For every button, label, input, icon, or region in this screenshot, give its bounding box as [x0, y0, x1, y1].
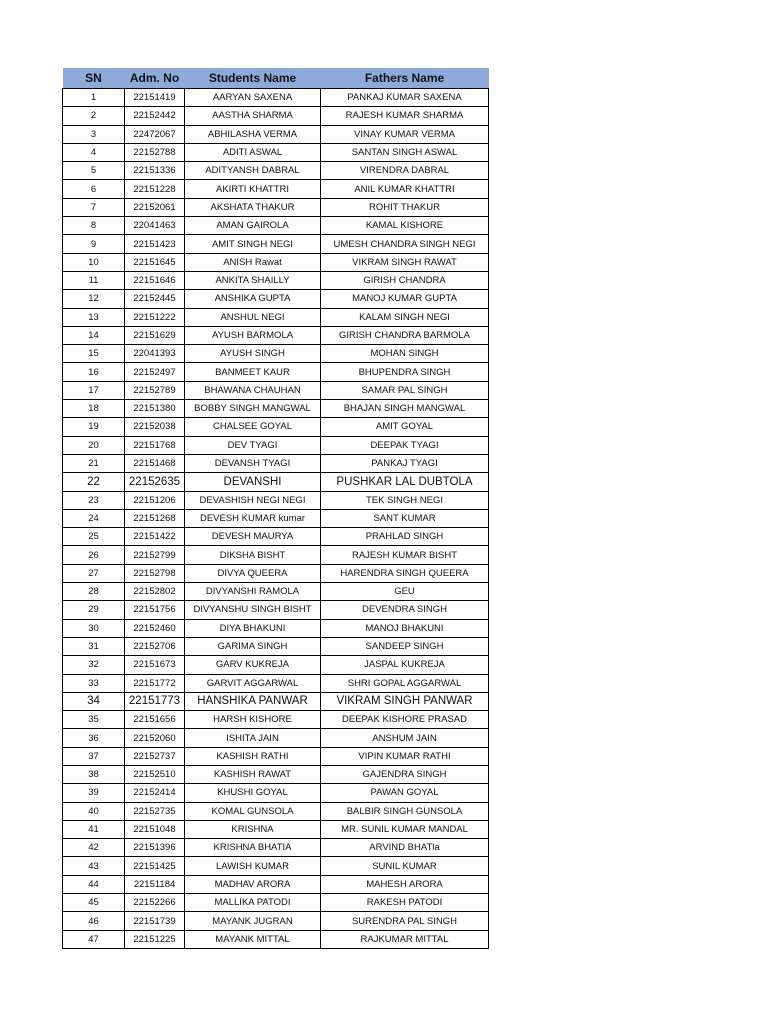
cell-father-name: SANTAN SINGH ASWAL	[321, 143, 489, 161]
cell-father-name: GIRISH CHANDRA BARMOLA	[321, 326, 489, 344]
table-row	[63, 107, 489, 125]
cell-father-name: KAMAL KISHORE	[321, 217, 489, 235]
cell-father-name: VINAY KUMAR VERMA	[321, 125, 489, 143]
cell-adm-no: 22152460	[125, 619, 185, 637]
cell-father-name: MANOJ KUMAR GUPTA	[321, 290, 489, 308]
cell-sn: 32	[63, 656, 125, 674]
cell-father-name: KALAM SINGH NEGI	[321, 308, 489, 326]
cell-sn: 9	[63, 235, 125, 253]
cell-student-name: KHUSHI GOYAL	[185, 784, 321, 802]
cell-adm-no: 22151656	[125, 711, 185, 729]
table-row	[63, 601, 489, 619]
table-row	[63, 912, 489, 930]
cell-adm-no: 22151206	[125, 491, 185, 509]
cell-father-name: ANSHUM JAIN	[321, 729, 489, 747]
cell-student-name: DIVYANSHI RAMOLA	[185, 583, 321, 601]
table-row	[63, 400, 489, 418]
cell-adm-no: 22152038	[125, 418, 185, 436]
table-row	[63, 857, 489, 875]
cell-sn: 46	[63, 912, 125, 930]
cell-father-name: TEK SINGH NEGI	[321, 491, 489, 509]
cell-sn: 33	[63, 674, 125, 692]
cell-student-name: MADHAV ARORA	[185, 875, 321, 893]
table-header-row	[63, 68, 489, 89]
cell-student-name: DIYA BHAKUNI	[185, 619, 321, 637]
cell-father-name: RAJESH KUMAR SHARMA	[321, 107, 489, 125]
cell-adm-no: 22152635	[125, 473, 185, 491]
cell-student-name: AASTHA SHARMA	[185, 107, 321, 125]
cell-student-name: BOBBY SINGH MANGWAL	[185, 400, 321, 418]
cell-adm-no: 22152802	[125, 583, 185, 601]
cell-sn: 31	[63, 637, 125, 655]
cell-sn: 41	[63, 820, 125, 838]
cell-adm-no: 22152798	[125, 564, 185, 582]
cell-father-name: BHUPENDRA SINGH	[321, 363, 489, 381]
cell-adm-no: 22151772	[125, 674, 185, 692]
header-adm-no: Adm. No	[125, 68, 185, 89]
table-row	[63, 326, 489, 344]
header-students-name: Students Name	[185, 68, 321, 89]
table-row	[63, 894, 489, 912]
cell-student-name: DEVESH MAURYA	[185, 528, 321, 546]
cell-student-name: ISHITA JAIN	[185, 729, 321, 747]
table-row	[63, 564, 489, 582]
table-row	[63, 875, 489, 893]
cell-sn: 12	[63, 290, 125, 308]
cell-student-name: DEVANSH TYAGI	[185, 454, 321, 472]
table-row	[63, 381, 489, 399]
cell-adm-no: 22152799	[125, 546, 185, 564]
cell-student-name: LAWISH KUMAR	[185, 857, 321, 875]
cell-adm-no: 22151423	[125, 235, 185, 253]
cell-father-name: DEEPAK KISHORE PRASAD	[321, 711, 489, 729]
cell-student-name: KASHISH RAWAT	[185, 765, 321, 783]
cell-adm-no: 22041393	[125, 345, 185, 363]
cell-father-name: VIKRAM SINGH RAWAT	[321, 253, 489, 271]
table-row	[63, 308, 489, 326]
cell-student-name: AYUSH SINGH	[185, 345, 321, 363]
cell-student-name: ABHILASHA VERMA	[185, 125, 321, 143]
table-row	[63, 436, 489, 454]
table-row	[63, 125, 489, 143]
table-row	[63, 198, 489, 216]
cell-sn: 39	[63, 784, 125, 802]
cell-father-name: MOHAN SINGH	[321, 345, 489, 363]
cell-sn: 25	[63, 528, 125, 546]
cell-sn: 30	[63, 619, 125, 637]
cell-father-name: SANDEEP SINGH	[321, 637, 489, 655]
cell-student-name: AMAN GAIROLA	[185, 217, 321, 235]
cell-adm-no: 22151646	[125, 271, 185, 289]
cell-student-name: DIVYA QUEERA	[185, 564, 321, 582]
cell-sn: 21	[63, 454, 125, 472]
cell-student-name: GARV KUKREJA	[185, 656, 321, 674]
table-row	[63, 418, 489, 436]
cell-sn: 5	[63, 162, 125, 180]
cell-student-name: CHALSEE GOYAL	[185, 418, 321, 436]
cell-sn: 24	[63, 509, 125, 527]
cell-adm-no: 22152789	[125, 381, 185, 399]
table-row	[63, 89, 489, 107]
cell-sn: 27	[63, 564, 125, 582]
cell-student-name: HARSH KISHORE	[185, 711, 321, 729]
table-row	[63, 345, 489, 363]
cell-adm-no: 22151419	[125, 89, 185, 107]
cell-sn: 8	[63, 217, 125, 235]
cell-student-name: ADITYANSH DABRAL	[185, 162, 321, 180]
cell-father-name: VIRENDRA DABRAL	[321, 162, 489, 180]
cell-adm-no: 22152510	[125, 765, 185, 783]
cell-adm-no: 22152788	[125, 143, 185, 161]
cell-father-name: VIPIN KUMAR RATHI	[321, 747, 489, 765]
cell-student-name: AYUSH BARMOLA	[185, 326, 321, 344]
cell-student-name: KASHISH RATHI	[185, 747, 321, 765]
cell-sn: 13	[63, 308, 125, 326]
cell-father-name: VIKRAM SINGH PANWAR	[321, 692, 489, 710]
cell-sn: 18	[63, 400, 125, 418]
student-list-sheet	[62, 68, 489, 949]
table-row	[63, 674, 489, 692]
cell-student-name: DEV TYAGI	[185, 436, 321, 454]
cell-sn: 15	[63, 345, 125, 363]
cell-student-name: HANSHIKA PANWAR	[185, 692, 321, 710]
cell-student-name: ANSHUL NEGI	[185, 308, 321, 326]
cell-father-name: PRAHLAD SINGH	[321, 528, 489, 546]
cell-student-name: AMIT SINGH NEGI	[185, 235, 321, 253]
cell-adm-no: 22152445	[125, 290, 185, 308]
cell-father-name: BALBIR SINGH GUNSOLA	[321, 802, 489, 820]
cell-sn: 16	[63, 363, 125, 381]
table-row	[63, 656, 489, 674]
table-row	[63, 802, 489, 820]
cell-adm-no: 22151768	[125, 436, 185, 454]
table-row	[63, 253, 489, 271]
cell-father-name: RAKESH PATODI	[321, 894, 489, 912]
cell-father-name: RAJKUMAR MITTAL	[321, 930, 489, 948]
cell-sn: 34	[63, 692, 125, 710]
cell-sn: 23	[63, 491, 125, 509]
cell-father-name: AMIT GOYAL	[321, 418, 489, 436]
cell-adm-no: 22151396	[125, 839, 185, 857]
cell-adm-no: 22152735	[125, 802, 185, 820]
cell-adm-no: 22472067	[125, 125, 185, 143]
cell-adm-no: 22151380	[125, 400, 185, 418]
cell-adm-no: 22151225	[125, 930, 185, 948]
table-row	[63, 180, 489, 198]
table-row	[63, 583, 489, 601]
table-row	[63, 729, 489, 747]
cell-adm-no: 22152061	[125, 198, 185, 216]
cell-adm-no: 22152442	[125, 107, 185, 125]
table-row	[63, 363, 489, 381]
cell-sn: 47	[63, 930, 125, 948]
cell-student-name: DEVANSHI	[185, 473, 321, 491]
cell-adm-no: 22151422	[125, 528, 185, 546]
table-row	[63, 217, 489, 235]
cell-sn: 38	[63, 765, 125, 783]
cell-sn: 37	[63, 747, 125, 765]
cell-sn: 4	[63, 143, 125, 161]
cell-student-name: ANSHIKA GUPTA	[185, 290, 321, 308]
table-row	[63, 619, 489, 637]
table-row	[63, 820, 489, 838]
cell-father-name: PANKAJ TYAGI	[321, 454, 489, 472]
cell-student-name: KRISHNA BHATIA	[185, 839, 321, 857]
cell-student-name: KRISHNA	[185, 820, 321, 838]
cell-father-name: ARVIND BHATla	[321, 839, 489, 857]
cell-sn: 44	[63, 875, 125, 893]
cell-sn: 7	[63, 198, 125, 216]
cell-sn: 29	[63, 601, 125, 619]
cell-sn: 11	[63, 271, 125, 289]
cell-father-name: GIRISH CHANDRA	[321, 271, 489, 289]
cell-adm-no: 22151228	[125, 180, 185, 198]
cell-sn: 45	[63, 894, 125, 912]
cell-student-name: AKIRTI KHATTRI	[185, 180, 321, 198]
student-table	[62, 68, 489, 949]
cell-father-name: DEVENDRA SINGH	[321, 601, 489, 619]
cell-sn: 1	[63, 89, 125, 107]
cell-father-name: SAMAR PAL SINGH	[321, 381, 489, 399]
cell-student-name: ANKITA SHAILLY	[185, 271, 321, 289]
cell-father-name: SANT KUMAR	[321, 509, 489, 527]
table-row	[63, 271, 489, 289]
cell-adm-no: 22151425	[125, 857, 185, 875]
cell-adm-no: 22152737	[125, 747, 185, 765]
cell-student-name: GARVIT AGGARWAL	[185, 674, 321, 692]
table-row	[63, 454, 489, 472]
cell-sn: 19	[63, 418, 125, 436]
cell-student-name: DEVASHISH NEGI NEGI	[185, 491, 321, 509]
cell-adm-no: 22151629	[125, 326, 185, 344]
cell-adm-no: 22041463	[125, 217, 185, 235]
cell-father-name: SUNIL KUMAR	[321, 857, 489, 875]
table-row	[63, 473, 489, 491]
cell-father-name: GEU	[321, 583, 489, 601]
cell-father-name: ROHIT THAKUR	[321, 198, 489, 216]
cell-student-name: DIVYANSHU SINGH BISHT	[185, 601, 321, 619]
cell-sn: 3	[63, 125, 125, 143]
cell-father-name: MR. SUNIL KUMAR MANDAL	[321, 820, 489, 838]
cell-sn: 14	[63, 326, 125, 344]
cell-sn: 40	[63, 802, 125, 820]
table-row	[63, 290, 489, 308]
cell-father-name: PANKAJ KUMAR SAXENA	[321, 89, 489, 107]
table-body	[63, 89, 489, 949]
cell-sn: 42	[63, 839, 125, 857]
cell-father-name: UMESH CHANDRA SINGH NEGI	[321, 235, 489, 253]
table-row	[63, 784, 489, 802]
cell-sn: 35	[63, 711, 125, 729]
header-fathers-name: Fathers Name	[321, 68, 489, 89]
cell-adm-no: 22152414	[125, 784, 185, 802]
cell-adm-no: 22152706	[125, 637, 185, 655]
cell-sn: 20	[63, 436, 125, 454]
table-row	[63, 546, 489, 564]
cell-student-name: MALLIKA PATODI	[185, 894, 321, 912]
cell-father-name: GAJENDRA SINGH	[321, 765, 489, 783]
table-row	[63, 637, 489, 655]
cell-sn: 22	[63, 473, 125, 491]
table-row	[63, 692, 489, 710]
cell-father-name: PAWAN GOYAL	[321, 784, 489, 802]
table-row	[63, 765, 489, 783]
table-row	[63, 509, 489, 527]
table-row	[63, 491, 489, 509]
cell-father-name: ANIL KUMAR KHATTRI	[321, 180, 489, 198]
cell-sn: 2	[63, 107, 125, 125]
cell-father-name: MANOJ BHAKUNI	[321, 619, 489, 637]
cell-student-name: BHAWANA CHAUHAN	[185, 381, 321, 399]
cell-sn: 6	[63, 180, 125, 198]
cell-adm-no: 22151645	[125, 253, 185, 271]
cell-student-name: MAYANK MITTAL	[185, 930, 321, 948]
table-row	[63, 143, 489, 161]
cell-adm-no: 22152060	[125, 729, 185, 747]
cell-adm-no: 22151184	[125, 875, 185, 893]
cell-student-name: ANISH Rawat	[185, 253, 321, 271]
cell-sn: 28	[63, 583, 125, 601]
cell-student-name: DIKSHA BISHT	[185, 546, 321, 564]
cell-adm-no: 22151222	[125, 308, 185, 326]
cell-sn: 36	[63, 729, 125, 747]
cell-adm-no: 22151048	[125, 820, 185, 838]
cell-adm-no: 22151739	[125, 912, 185, 930]
cell-father-name: HARENDRA SINGH QUEERA	[321, 564, 489, 582]
cell-adm-no: 22151336	[125, 162, 185, 180]
cell-student-name: DEVESH KUMAR kumar	[185, 509, 321, 527]
cell-adm-no: 22151468	[125, 454, 185, 472]
cell-sn: 43	[63, 857, 125, 875]
cell-father-name: PUSHKAR LAL DUBTOLA	[321, 473, 489, 491]
cell-student-name: AKSHATA THAKUR	[185, 198, 321, 216]
cell-father-name: SHRI GOPAL AGGARWAL	[321, 674, 489, 692]
table-row	[63, 747, 489, 765]
cell-father-name: MAHESH ARORA	[321, 875, 489, 893]
cell-student-name: AARYAN SAXENA	[185, 89, 321, 107]
cell-student-name: BANMEET KAUR	[185, 363, 321, 381]
cell-adm-no: 22152266	[125, 894, 185, 912]
cell-student-name: ADITI ASWAL	[185, 143, 321, 161]
cell-sn: 10	[63, 253, 125, 271]
cell-father-name: SURENDRA PAL SINGH	[321, 912, 489, 930]
table-row	[63, 235, 489, 253]
table-row	[63, 162, 489, 180]
cell-father-name: JASPAL KUKREJA	[321, 656, 489, 674]
cell-adm-no: 22151773	[125, 692, 185, 710]
cell-sn: 26	[63, 546, 125, 564]
table-row	[63, 528, 489, 546]
cell-sn: 17	[63, 381, 125, 399]
cell-father-name: BHAJAN SINGH MANGWAL	[321, 400, 489, 418]
cell-adm-no: 22151756	[125, 601, 185, 619]
cell-student-name: MAYANK JUGRAN	[185, 912, 321, 930]
table-row	[63, 711, 489, 729]
cell-adm-no: 22152497	[125, 363, 185, 381]
cell-father-name: RAJESH KUMAR BISHT	[321, 546, 489, 564]
table-row	[63, 930, 489, 948]
header-sn: SN	[63, 68, 125, 89]
cell-student-name: KOMAL GUNSOLA	[185, 802, 321, 820]
cell-father-name: DEEPAK TYAGI	[321, 436, 489, 454]
table-row	[63, 839, 489, 857]
cell-adm-no: 22151268	[125, 509, 185, 527]
cell-student-name: GARIMA SINGH	[185, 637, 321, 655]
cell-adm-no: 22151673	[125, 656, 185, 674]
